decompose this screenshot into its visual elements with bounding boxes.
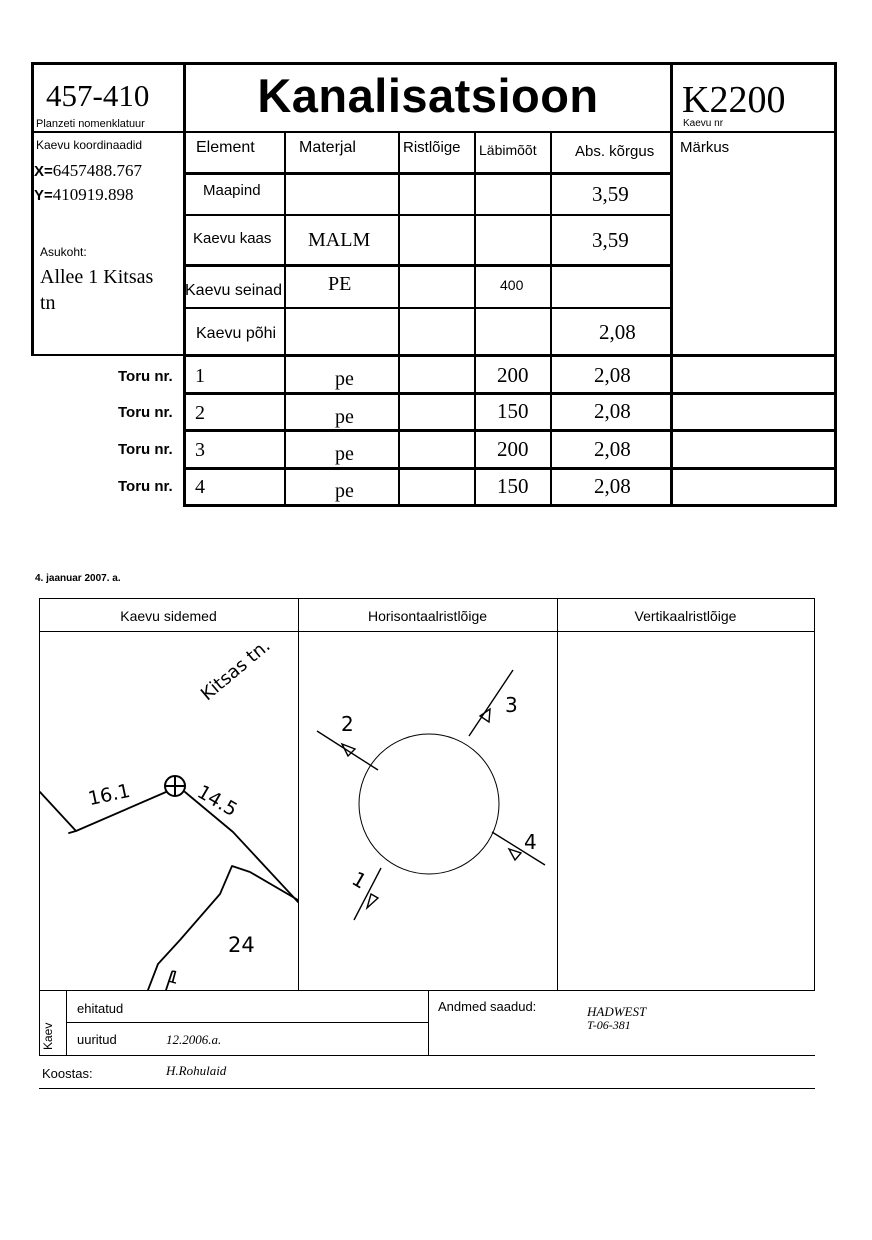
element-name: Kaevu põhi — [196, 325, 277, 342]
pipe-material: pe — [335, 480, 354, 502]
pipe-diameter: 200 — [497, 363, 529, 387]
flow-arrow-icon — [367, 894, 378, 908]
connections-sketch — [40, 632, 298, 990]
data-source-label: Andmed saadud: — [438, 999, 537, 1014]
x-label: X= — [34, 163, 53, 180]
pipe-height: 2,08 — [594, 437, 631, 461]
handwritten-distance-2: 14.5 — [193, 780, 241, 822]
pipe-number: 2 — [195, 402, 205, 424]
page-title: Kanalisatsioon — [257, 69, 599, 122]
compiled-value: H.Rohulaid — [166, 1063, 227, 1078]
handwritten-house-number: 24 — [228, 933, 255, 957]
pipe-number: 3 — [195, 439, 205, 461]
element-material: PE — [328, 273, 352, 295]
pipe-material: pe — [335, 368, 354, 390]
pipe-number: 1 — [195, 365, 205, 387]
flow-arrow-icon — [509, 849, 521, 860]
well-number-label: Kaevu nr — [683, 118, 724, 129]
element-material: MALM — [308, 229, 371, 251]
document-date: 4. jaanuar 2007. a. — [35, 573, 121, 584]
pipe-height: 2,08 — [594, 474, 631, 498]
pipe-diameter: 150 — [497, 399, 529, 423]
col-abs-height: Abs. kõrgus — [575, 143, 655, 160]
pipe-height: 2,08 — [594, 363, 631, 387]
pipe-height: 2,08 — [594, 399, 631, 423]
connections-title: Kaevu sidemed — [120, 608, 217, 624]
element-height: 3,59 — [592, 228, 629, 252]
horizontal-section-title: Horisontaalristlõige — [367, 608, 488, 624]
lot-boundary-line — [40, 792, 76, 833]
surveyed-value: 12.2006.a. — [166, 1032, 222, 1047]
pipe-label: Toru nr. — [118, 441, 173, 458]
col-diameter: Läbimõõt — [479, 142, 537, 158]
surveyed-label: uuritud — [77, 1032, 117, 1047]
distance-line-right — [185, 792, 298, 902]
well-circle — [359, 734, 499, 874]
y-value: 410919.898 — [52, 185, 134, 204]
y-coordinate — [34, 185, 134, 205]
data-source-line-1: HADWEST — [587, 1004, 647, 1019]
well-number: K2200 — [682, 79, 786, 121]
horizontal-section-sketch — [299, 632, 557, 990]
handwritten-mark: 1 — [165, 966, 182, 990]
pipe-material: pe — [335, 443, 354, 465]
element-name: Kaevu kaas — [193, 230, 272, 247]
col-element: Element — [196, 139, 255, 156]
x-value: 6457488.767 — [52, 161, 143, 180]
x-coordinate — [34, 161, 142, 181]
pipe-diameter: 200 — [497, 437, 529, 461]
pipe-4-line — [492, 832, 545, 865]
pipe-label-2: 2 — [341, 712, 354, 736]
element-height: 2,08 — [599, 320, 636, 344]
element-height: 3,59 — [592, 182, 629, 206]
handwritten-street: Kitsas tn. — [197, 635, 275, 706]
col-note: Märkus — [680, 139, 730, 156]
built-label: ehitatud — [77, 1001, 124, 1016]
pipe-diameter: 150 — [497, 474, 529, 498]
col-cross-section: Ristlõige — [403, 139, 461, 156]
pipe-label-3: 3 — [505, 693, 518, 717]
address-line-2: tn — [40, 292, 56, 314]
pipe-number: 4 — [195, 476, 205, 498]
address-line-1: Allee 1 Kitsas — [40, 266, 154, 288]
pipe-label-4: 4 — [524, 830, 537, 854]
compiled-label: Koostas: — [42, 1066, 93, 1081]
well-side-label: Kaev — [41, 1022, 55, 1050]
handwritten-distance-1: 16.1 — [86, 779, 133, 811]
pipe-material: pe — [335, 406, 354, 428]
address-label: Asukoht: — [40, 245, 87, 259]
col-material: Materjal — [299, 139, 356, 156]
element-name: Kaevu seinad — [185, 282, 282, 299]
pipe-label-1: 1 — [347, 866, 371, 894]
y-label: Y= — [34, 187, 53, 204]
vertical-section-title: Vertikaalristlõige — [634, 608, 737, 624]
manhole-symbol-icon — [165, 776, 185, 796]
data-source-line-2: T-06-381 — [587, 1018, 631, 1032]
nomenclature-label: Planzeti nomenklatuur — [36, 118, 145, 130]
element-diameter: 400 — [500, 277, 524, 293]
pipe-label: Toru nr. — [118, 368, 173, 385]
nomenclature-value: 457-410 — [46, 78, 150, 113]
pipe-label: Toru nr. — [118, 404, 173, 421]
pipe-label: Toru nr. — [118, 478, 173, 495]
coordinates-label: Kaevu koordinaadid — [36, 138, 143, 152]
element-name: Maapind — [203, 182, 261, 199]
pipe-2-line — [317, 731, 378, 770]
